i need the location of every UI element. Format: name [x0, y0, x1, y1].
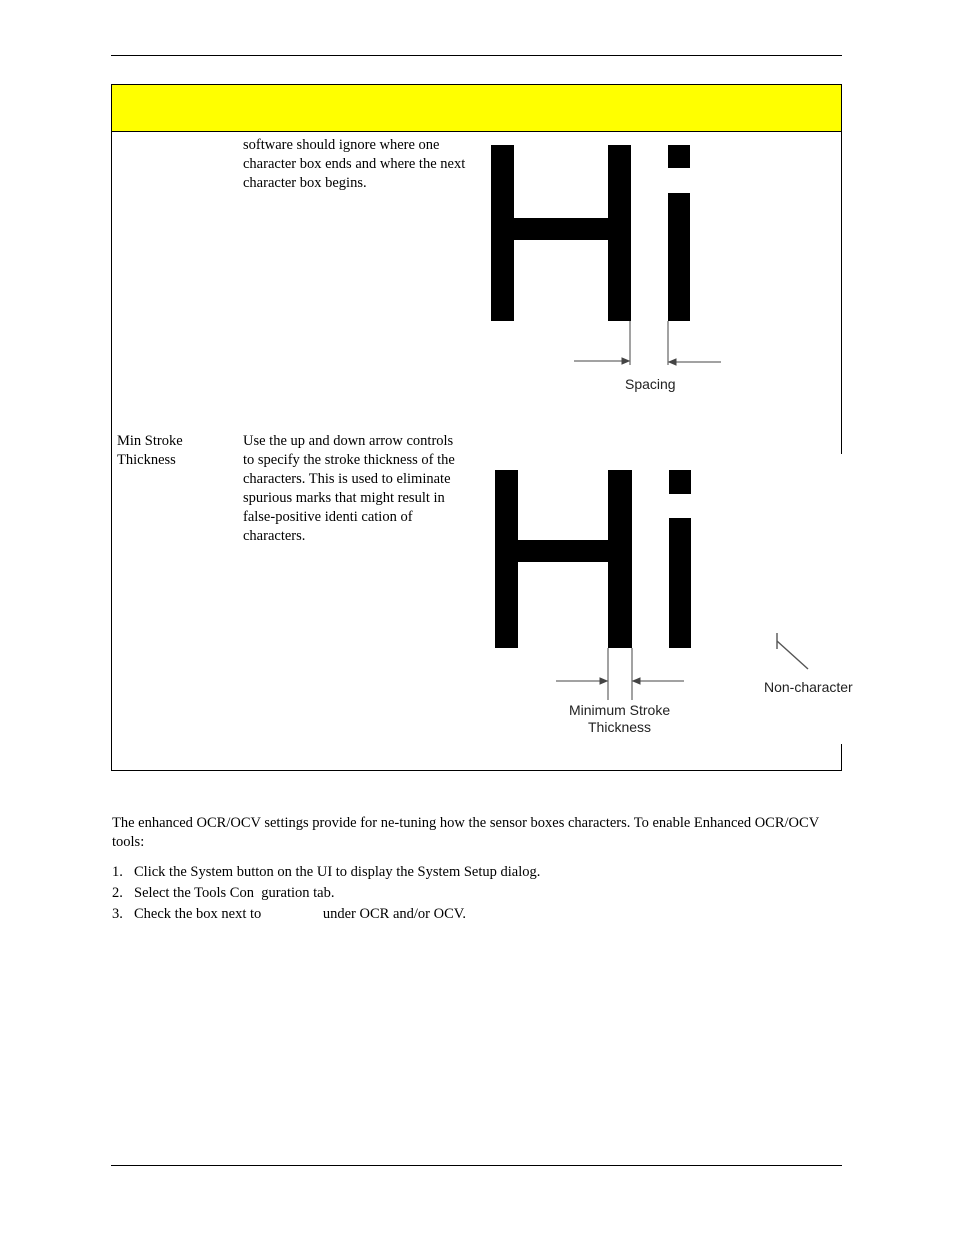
footer-rule	[111, 1165, 842, 1166]
spacing-label: Spacing	[625, 376, 676, 392]
spacing-description: software should ignore where one character box ends and where the next character box begins.	[243, 137, 466, 191]
step-text: Click the System button on the UI to display the System Setup dialog.	[134, 864, 541, 880]
list-item	[112, 904, 832, 925]
list-item	[112, 862, 832, 883]
step-text: Select the Tools Con guration tab.	[134, 885, 335, 901]
hi-glyphs	[495, 470, 691, 648]
min-stroke-description: Use the up and down arrow controls to specify the stroke thickness of the characters. This is used to eliminate spurious marks that might result in false-positive identi cation of characters.	[243, 433, 455, 544]
step-text: Check the box next to under OCR and/or OCV.	[134, 906, 466, 922]
step-number: 1.	[112, 864, 123, 880]
header-rule	[111, 55, 842, 56]
steps-list	[112, 862, 832, 925]
spacing-figure	[480, 140, 740, 400]
stroke-thickness-figure	[480, 460, 860, 740]
stroke-label-line1: Minimum Stroke	[569, 702, 671, 718]
step-number: 2.	[112, 885, 123, 901]
stroke-marker	[556, 648, 684, 700]
table-border	[111, 770, 842, 771]
min-stroke-thickness-label: Min Stroke Thickness	[117, 433, 183, 468]
table-border	[841, 744, 842, 771]
table-header-band	[111, 84, 842, 132]
step-number: 3.	[112, 906, 123, 922]
table-border	[841, 132, 842, 454]
noncharacter-label: Non-character	[764, 679, 853, 695]
noncharacter-mark	[777, 633, 808, 669]
hi-glyphs	[491, 145, 690, 321]
list-item	[112, 883, 832, 904]
table-border	[111, 132, 112, 771]
intro-paragraph: The enhanced OCR/OCV settings provide for ne-tuning how the sensor boxes characters. To enable Enhanced OCR/OCV tools:	[112, 815, 819, 850]
stroke-label-line2: Thickness	[588, 719, 652, 735]
spacing-marker	[574, 321, 721, 365]
